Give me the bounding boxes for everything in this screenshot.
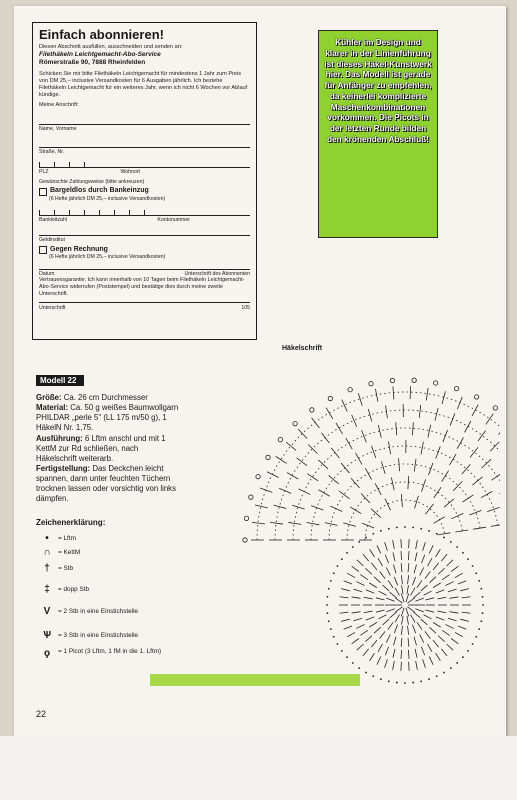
legend-label: = 3 Stb in eine Einstichstelle: [58, 632, 139, 639]
checkbox-bank[interactable]: [39, 188, 47, 196]
size-label: Größe:: [36, 393, 62, 402]
execution-value: 6 Lftm anschl und mit 1 KettM zur Rd schließen, nach Häkelschrift weiterarb.: [36, 433, 166, 463]
form-intro: Diesen Abschnitt ausfüllen, ausschneiden und senden an:: [39, 44, 183, 51]
chain-stitch-icon: •: [45, 533, 49, 544]
page-number: 22: [36, 709, 47, 719]
plz-field[interactable]: [39, 157, 250, 168]
legend-item-stb: [36, 563, 73, 574]
diagram-title: Häkelschrift: [282, 345, 323, 352]
option-invoice[interactable]: [39, 246, 250, 255]
checkbox-invoice[interactable]: [39, 246, 47, 254]
legend-label: = Stb: [58, 565, 74, 572]
legend-item-kettm: [36, 547, 80, 558]
form-my-address: Meine Anschrift:: [39, 102, 79, 109]
form-request: Schicken Sie mir bitte Filethäkeln Leichtgemacht für mindestens 1 Jahr zum Preis von DM 25,– inclusive Versandkosten für 6 Ausgaben jährlich. Ich beziehe Filethäkeln Leichtgemacht für ein weiteres Jahr, wenn ich nicht 6 Wochen vor Ablauf kündige.: [39, 71, 248, 99]
form-title: Einfach abonnieren!: [39, 27, 164, 42]
legend-label: = KettM: [58, 549, 81, 556]
option-bank[interactable]: [39, 187, 250, 196]
size-value: Ca. 26 cm Durchmesser: [63, 393, 148, 402]
material-label: Material:: [36, 403, 69, 413]
bank-field[interactable]: [39, 205, 250, 216]
green-info-box: Kühler im Design und klarer in der Linienführung ist dieses Häkel-Kunstwerk hier. Das Modell ist gerade für Anfänger zu empfehlen, da keinerlei komplizierte Maschenkombinationen vorkommen. Die Picots in der letzten Runde bilden den krönenden Abschluß!: [318, 30, 438, 238]
city-label: Wohnort: [120, 169, 140, 176]
date-label: Datum: [39, 270, 55, 277]
payment-label: Gewünschte Zahlungsweise (bitte ankreuzen): [39, 178, 145, 185]
material-value: Ca. 50 g weißes Baumwollgarn PHILDAR „perle 5" (LL 175 m/50 g), 1 HäkelN Nr. 1,75.: [36, 403, 179, 433]
option-invoice-sub: (6 Hefte jährlich DM 25,– inclusive Versandkosten): [49, 254, 166, 261]
scan-margin: [0, 736, 517, 800]
subscription-form: [32, 22, 257, 340]
street-label: Straße, Nr.: [39, 148, 65, 155]
execution-label: Ausführung:: [36, 433, 83, 443]
treble-crochet-icon: ‡: [44, 584, 50, 595]
picot-icon: ϙ: [43, 648, 51, 659]
two-dc-icon: V: [43, 606, 51, 617]
legend-item-picot: [36, 648, 186, 659]
option-bank-sub: (6 Hefte jährlich DM 25,– inclusive Versandkosten): [49, 196, 166, 203]
signature-label: Unterschrift des Abonnenten: [184, 270, 250, 277]
date-signature-field[interactable]: [39, 263, 250, 270]
name-label: Name, Vorname: [39, 126, 77, 133]
option-invoice-label: Gegen Rechnung: [50, 245, 108, 253]
form-address: Römerstraße 90, 7888 Rheinfelden: [39, 59, 146, 67]
three-dc-icon: Ѱ: [42, 630, 52, 641]
institute-label: Geldinstitut: [39, 237, 65, 244]
plz-label: PLZ: [39, 169, 49, 176]
form-company: Filethäkeln Leichtgemacht-Abo-Service: [39, 51, 161, 59]
legend-label: = 1 Picot (3 Lftm, 1 fM in die 1. Lftm): [58, 648, 162, 655]
form-number: 105: [241, 304, 250, 311]
signature2-field[interactable]: [39, 302, 250, 312]
model-tag: Modell 22: [36, 375, 84, 386]
double-crochet-icon: †: [44, 563, 50, 574]
account-label: Kontonummer: [157, 216, 190, 223]
guarantee-text: Vertrauensgarantie: Ich kann innerhalb von 10 Tagen beim Filethäkeln Leichtgemacht-Abo-Service widerrufen (Poststempel) und bestätige dies durch meine zweite Unterschrift.: [39, 277, 245, 297]
legend-label: = dopp Stb: [58, 586, 90, 593]
green-accent-bar: [150, 674, 360, 686]
legend-item-3stb: [36, 630, 138, 641]
finishing-label: Fertigstellung:: [36, 463, 91, 473]
legend-item-lftm: [36, 533, 76, 544]
street-field[interactable]: [39, 135, 250, 148]
institute-field[interactable]: [39, 223, 250, 236]
model-description: [36, 393, 180, 504]
legend-label: = Lftm: [58, 535, 76, 542]
finishing-value: Das Deckchen leicht spannen, dann unter feuchten Tüchern trocknen lassen oder vorsichtig von links dämpfen.: [36, 463, 176, 504]
legend-item-2stb: [36, 606, 138, 617]
crochet-diagram: [220, 350, 500, 690]
bank-code-label: Bankleitzahl: [39, 216, 67, 223]
legend-title: Zeichenerklärung:: [36, 518, 106, 527]
name-field[interactable]: [39, 112, 250, 125]
signature2-label: Unterschrift: [39, 304, 66, 311]
slip-stitch-icon: ∩: [43, 547, 51, 558]
legend-item-dopp-stb: [36, 584, 89, 595]
option-bank-label: Bargeldlos durch Bankeinzug: [50, 187, 149, 195]
legend-label: = 2 Stb in eine Einstichstelle: [58, 608, 139, 615]
